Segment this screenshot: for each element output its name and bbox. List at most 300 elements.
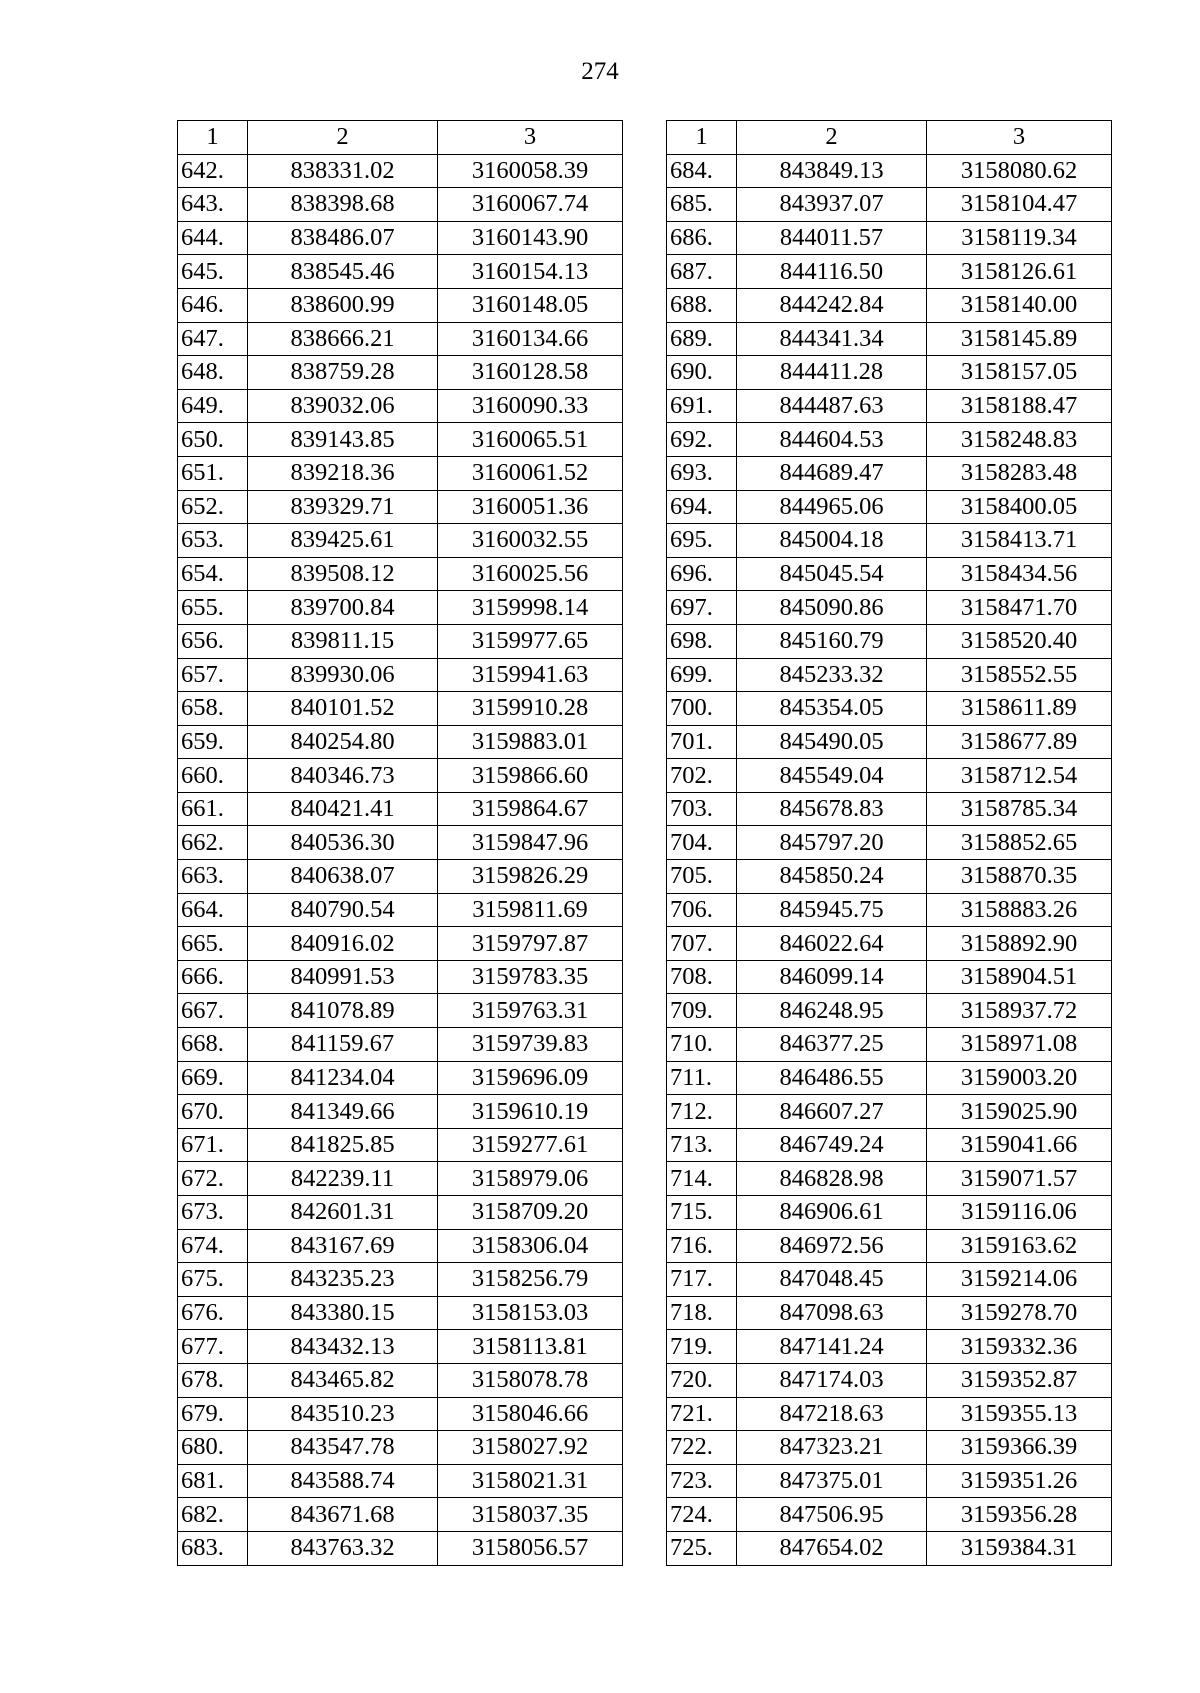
y-coordinate-cell: 3158471.70: [927, 591, 1112, 625]
x-coordinate-cell: 844341.34: [737, 322, 927, 356]
x-coordinate-cell: 843432.13: [248, 1330, 438, 1364]
y-coordinate-cell: 3159977.65: [438, 624, 623, 658]
y-coordinate-cell: 3158153.03: [438, 1296, 623, 1330]
point-number-cell: 652.: [178, 490, 248, 524]
y-coordinate-cell: 3158157.05: [927, 356, 1112, 390]
x-coordinate-cell: 839425.61: [248, 524, 438, 558]
table-row: [667, 960, 1112, 994]
x-coordinate-cell: 846486.55: [737, 1061, 927, 1095]
y-coordinate-cell: 3159847.96: [438, 826, 623, 860]
table-row: [178, 1431, 623, 1465]
point-number-cell: 700.: [667, 692, 737, 726]
y-coordinate-cell: 3159041.66: [927, 1128, 1112, 1162]
x-coordinate-cell: 841825.85: [248, 1128, 438, 1162]
table-row: [178, 893, 623, 927]
y-coordinate-cell: 3158677.89: [927, 725, 1112, 759]
header-row: [667, 121, 1112, 155]
table-row: [667, 1296, 1112, 1330]
y-coordinate-cell: 3158037.35: [438, 1498, 623, 1532]
point-number-cell: 642.: [178, 154, 248, 188]
point-number-cell: 697.: [667, 591, 737, 625]
table-row: [667, 759, 1112, 793]
y-coordinate-cell: 3159351.26: [927, 1464, 1112, 1498]
x-coordinate-cell: 847174.03: [737, 1363, 927, 1397]
table-row: [667, 1028, 1112, 1062]
x-coordinate-cell: 847506.95: [737, 1498, 927, 1532]
column-header-number: 1: [178, 121, 248, 155]
table-row: [667, 1531, 1112, 1565]
point-number-cell: 691.: [667, 389, 737, 423]
page-number: 274: [581, 58, 619, 85]
x-coordinate-cell: 843167.69: [248, 1229, 438, 1263]
point-number-cell: 699.: [667, 658, 737, 692]
point-number-cell: 645.: [178, 255, 248, 289]
x-coordinate-cell: 845945.75: [737, 893, 927, 927]
point-number-cell: 711.: [667, 1061, 737, 1095]
table-row: [667, 1229, 1112, 1263]
x-coordinate-cell: 847141.24: [737, 1330, 927, 1364]
point-number-cell: 659.: [178, 725, 248, 759]
x-coordinate-cell: 846377.25: [737, 1028, 927, 1062]
y-coordinate-cell: 3158611.89: [927, 692, 1112, 726]
column-header-number: 1: [667, 121, 737, 155]
point-number-cell: 706.: [667, 893, 737, 927]
point-number-cell: 712.: [667, 1095, 737, 1129]
x-coordinate-cell: 839508.12: [248, 557, 438, 591]
table-row: [178, 456, 623, 490]
point-number-cell: 656.: [178, 624, 248, 658]
y-coordinate-cell: 3159352.87: [927, 1363, 1112, 1397]
point-number-cell: 719.: [667, 1330, 737, 1364]
table-row: [667, 1095, 1112, 1129]
point-number-cell: 667.: [178, 994, 248, 1028]
table-row: [667, 490, 1112, 524]
table-row: [667, 456, 1112, 490]
table-row: [667, 1431, 1112, 1465]
y-coordinate-cell: 3160067.74: [438, 188, 623, 222]
y-coordinate-cell: 3158188.47: [927, 389, 1112, 423]
x-coordinate-cell: 844116.50: [737, 255, 927, 289]
point-number-cell: 654.: [178, 557, 248, 591]
x-coordinate-cell: 845549.04: [737, 759, 927, 793]
point-number-cell: 657.: [178, 658, 248, 692]
point-number-cell: 681.: [178, 1464, 248, 1498]
x-coordinate-cell: 847323.21: [737, 1431, 927, 1465]
x-coordinate-cell: 844487.63: [737, 389, 927, 423]
table-row: [667, 893, 1112, 927]
x-coordinate-cell: 847048.45: [737, 1263, 927, 1297]
x-coordinate-cell: 843849.13: [737, 154, 927, 188]
table-row: [178, 288, 623, 322]
point-number-cell: 724.: [667, 1498, 737, 1532]
point-number-cell: 720.: [667, 1363, 737, 1397]
y-coordinate-cell: 3159332.36: [927, 1330, 1112, 1364]
table-row: [667, 524, 1112, 558]
x-coordinate-cell: 841234.04: [248, 1061, 438, 1095]
y-coordinate-cell: 3160143.90: [438, 221, 623, 255]
y-coordinate-cell: 3159610.19: [438, 1095, 623, 1129]
table-row: [667, 1196, 1112, 1230]
x-coordinate-cell: 846607.27: [737, 1095, 927, 1129]
table-row: [178, 1196, 623, 1230]
table-row: [667, 927, 1112, 961]
table-row: [667, 221, 1112, 255]
table-row: [178, 994, 623, 1028]
point-number-cell: 676.: [178, 1296, 248, 1330]
table-row: [667, 322, 1112, 356]
y-coordinate-cell: 3159278.70: [927, 1296, 1112, 1330]
point-number-cell: 687.: [667, 255, 737, 289]
table-row: [178, 490, 623, 524]
y-coordinate-cell: 3158785.34: [927, 792, 1112, 826]
x-coordinate-cell: 844689.47: [737, 456, 927, 490]
table-row: [178, 658, 623, 692]
x-coordinate-cell: 840916.02: [248, 927, 438, 961]
point-number-cell: 715.: [667, 1196, 737, 1230]
point-number-cell: 678.: [178, 1363, 248, 1397]
x-coordinate-cell: 838331.02: [248, 154, 438, 188]
point-number-cell: 710.: [667, 1028, 737, 1062]
y-coordinate-cell: 3158979.06: [438, 1162, 623, 1196]
table-row: [178, 1464, 623, 1498]
y-coordinate-cell: 3158883.26: [927, 893, 1112, 927]
x-coordinate-cell: 845090.86: [737, 591, 927, 625]
table-row: [667, 1363, 1112, 1397]
y-coordinate-cell: 3160065.51: [438, 423, 623, 457]
table-row: [178, 1162, 623, 1196]
point-number-cell: 713.: [667, 1128, 737, 1162]
y-coordinate-cell: 3159025.90: [927, 1095, 1112, 1129]
y-coordinate-cell: 3158283.48: [927, 456, 1112, 490]
x-coordinate-cell: 841078.89: [248, 994, 438, 1028]
x-coordinate-cell: 838666.21: [248, 322, 438, 356]
table-row: [178, 1128, 623, 1162]
y-coordinate-cell: 3160128.58: [438, 356, 623, 390]
y-coordinate-cell: 3158520.40: [927, 624, 1112, 658]
x-coordinate-cell: 840421.41: [248, 792, 438, 826]
point-number-cell: 718.: [667, 1296, 737, 1330]
table-row: [667, 356, 1112, 390]
table-row: [178, 927, 623, 961]
table-row: [178, 1498, 623, 1532]
x-coordinate-cell: 844242.84: [737, 288, 927, 322]
y-coordinate-cell: 3158080.62: [927, 154, 1112, 188]
y-coordinate-cell: 3158126.61: [927, 255, 1112, 289]
x-coordinate-cell: 847375.01: [737, 1464, 927, 1498]
x-coordinate-cell: 845354.05: [737, 692, 927, 726]
table-row: [178, 1061, 623, 1095]
table-row: [667, 154, 1112, 188]
x-coordinate-cell: 843465.82: [248, 1363, 438, 1397]
x-coordinate-cell: 840536.30: [248, 826, 438, 860]
y-coordinate-cell: 3159071.57: [927, 1162, 1112, 1196]
point-number-cell: 648.: [178, 356, 248, 390]
point-number-cell: 672.: [178, 1162, 248, 1196]
point-number-cell: 709.: [667, 994, 737, 1028]
point-number-cell: 649.: [178, 389, 248, 423]
y-coordinate-cell: 3159910.28: [438, 692, 623, 726]
x-coordinate-cell: 840101.52: [248, 692, 438, 726]
y-coordinate-cell: 3158256.79: [438, 1263, 623, 1297]
y-coordinate-cell: 3159366.39: [927, 1431, 1112, 1465]
header-row: [178, 121, 623, 155]
table-row: [178, 692, 623, 726]
y-coordinate-cell: 3158021.31: [438, 1464, 623, 1498]
x-coordinate-cell: 845850.24: [737, 860, 927, 894]
table-row: [667, 1397, 1112, 1431]
table-row: [667, 692, 1112, 726]
y-coordinate-cell: 3158056.57: [438, 1531, 623, 1565]
table-row: [178, 1330, 623, 1364]
point-number-cell: 725.: [667, 1531, 737, 1565]
x-coordinate-cell: 845797.20: [737, 826, 927, 860]
table-row: [178, 725, 623, 759]
point-number-cell: 707.: [667, 927, 737, 961]
table-row: [667, 658, 1112, 692]
table-row: [667, 255, 1112, 289]
y-coordinate-cell: 3159739.83: [438, 1028, 623, 1062]
y-coordinate-cell: 3158904.51: [927, 960, 1112, 994]
point-number-cell: 723.: [667, 1464, 737, 1498]
y-coordinate-cell: 3158712.54: [927, 759, 1112, 793]
point-number-cell: 684.: [667, 154, 737, 188]
point-number-cell: 721.: [667, 1397, 737, 1431]
table-row: [178, 1263, 623, 1297]
y-coordinate-cell: 3158892.90: [927, 927, 1112, 961]
x-coordinate-cell: 845004.18: [737, 524, 927, 558]
point-number-cell: 708.: [667, 960, 737, 994]
table-row: [667, 725, 1112, 759]
x-coordinate-cell: 847218.63: [737, 1397, 927, 1431]
point-number-cell: 666.: [178, 960, 248, 994]
x-coordinate-cell: 845678.83: [737, 792, 927, 826]
y-coordinate-cell: 3159163.62: [927, 1229, 1112, 1263]
point-number-cell: 646.: [178, 288, 248, 322]
x-coordinate-cell: 847098.63: [737, 1296, 927, 1330]
y-coordinate-cell: 3159356.28: [927, 1498, 1112, 1532]
point-number-cell: 644.: [178, 221, 248, 255]
point-number-cell: 716.: [667, 1229, 737, 1263]
y-coordinate-cell: 3160025.56: [438, 557, 623, 591]
point-number-cell: 703.: [667, 792, 737, 826]
x-coordinate-cell: 840790.54: [248, 893, 438, 927]
point-number-cell: 664.: [178, 893, 248, 927]
y-coordinate-cell: 3158937.72: [927, 994, 1112, 1028]
point-number-cell: 714.: [667, 1162, 737, 1196]
table-row: [667, 188, 1112, 222]
table-row: [667, 1162, 1112, 1196]
y-coordinate-cell: 3158248.83: [927, 423, 1112, 457]
table-row: [667, 994, 1112, 1028]
x-coordinate-cell: 846749.24: [737, 1128, 927, 1162]
y-coordinate-cell: 3158971.08: [927, 1028, 1112, 1062]
table-row: [178, 557, 623, 591]
table-row: [178, 1229, 623, 1263]
point-number-cell: 663.: [178, 860, 248, 894]
table-row: [667, 1330, 1112, 1364]
y-coordinate-cell: 3158434.56: [927, 557, 1112, 591]
x-coordinate-cell: 844011.57: [737, 221, 927, 255]
y-coordinate-cell: 3158027.92: [438, 1431, 623, 1465]
x-coordinate-cell: 844604.53: [737, 423, 927, 457]
x-coordinate-cell: 842601.31: [248, 1196, 438, 1230]
x-coordinate-cell: 839700.84: [248, 591, 438, 625]
table-row: [178, 624, 623, 658]
point-number-cell: 670.: [178, 1095, 248, 1129]
x-coordinate-cell: 841159.67: [248, 1028, 438, 1062]
table-row: [178, 389, 623, 423]
table-row: [178, 322, 623, 356]
point-number-cell: 675.: [178, 1263, 248, 1297]
point-number-cell: 683.: [178, 1531, 248, 1565]
point-number-cell: 705.: [667, 860, 737, 894]
x-coordinate-cell: 844411.28: [737, 356, 927, 390]
y-coordinate-cell: 3158552.55: [927, 658, 1112, 692]
y-coordinate-cell: 3160051.36: [438, 490, 623, 524]
table-row: [178, 591, 623, 625]
point-number-cell: 651.: [178, 456, 248, 490]
x-coordinate-cell: 845160.79: [737, 624, 927, 658]
y-coordinate-cell: 3158306.04: [438, 1229, 623, 1263]
x-coordinate-cell: 839930.06: [248, 658, 438, 692]
table-row: [178, 423, 623, 457]
y-coordinate-cell: 3159214.06: [927, 1263, 1112, 1297]
point-number-cell: 695.: [667, 524, 737, 558]
column-header-x: 2: [248, 121, 438, 155]
y-coordinate-cell: 3160090.33: [438, 389, 623, 423]
point-number-cell: 686.: [667, 221, 737, 255]
point-number-cell: 647.: [178, 322, 248, 356]
table-row: [178, 221, 623, 255]
point-number-cell: 660.: [178, 759, 248, 793]
table-row: [667, 389, 1112, 423]
point-number-cell: 685.: [667, 188, 737, 222]
point-number-cell: 668.: [178, 1028, 248, 1062]
y-coordinate-cell: 3158400.05: [927, 490, 1112, 524]
y-coordinate-cell: 3159277.61: [438, 1128, 623, 1162]
table-row: [667, 423, 1112, 457]
x-coordinate-cell: 838486.07: [248, 221, 438, 255]
x-coordinate-cell: 840991.53: [248, 960, 438, 994]
table-row: [178, 255, 623, 289]
table-row: [178, 860, 623, 894]
x-coordinate-cell: 846022.64: [737, 927, 927, 961]
y-coordinate-cell: 3159864.67: [438, 792, 623, 826]
point-number-cell: 662.: [178, 826, 248, 860]
x-coordinate-cell: 843510.23: [248, 1397, 438, 1431]
x-coordinate-cell: 846906.61: [737, 1196, 927, 1230]
point-number-cell: 702.: [667, 759, 737, 793]
x-coordinate-cell: 845490.05: [737, 725, 927, 759]
x-coordinate-cell: 840346.73: [248, 759, 438, 793]
table-row: [178, 524, 623, 558]
y-coordinate-cell: 3160154.13: [438, 255, 623, 289]
table-row: [178, 759, 623, 793]
x-coordinate-cell: 843588.74: [248, 1464, 438, 1498]
x-coordinate-cell: 845233.32: [737, 658, 927, 692]
x-coordinate-cell: 843937.07: [737, 188, 927, 222]
table-row: [178, 826, 623, 860]
point-number-cell: 658.: [178, 692, 248, 726]
x-coordinate-cell: 843671.68: [248, 1498, 438, 1532]
y-coordinate-cell: 3159998.14: [438, 591, 623, 625]
point-number-cell: 679.: [178, 1397, 248, 1431]
y-coordinate-cell: 3158145.89: [927, 322, 1112, 356]
point-number-cell: 701.: [667, 725, 737, 759]
x-coordinate-cell: 839143.85: [248, 423, 438, 457]
y-coordinate-cell: 3159763.31: [438, 994, 623, 1028]
point-number-cell: 689.: [667, 322, 737, 356]
point-number-cell: 704.: [667, 826, 737, 860]
table-row: [667, 1464, 1112, 1498]
point-number-cell: 717.: [667, 1263, 737, 1297]
y-coordinate-cell: 3158870.35: [927, 860, 1112, 894]
y-coordinate-cell: 3158113.81: [438, 1330, 623, 1364]
table-row: [178, 1296, 623, 1330]
x-coordinate-cell: 838759.28: [248, 356, 438, 390]
y-coordinate-cell: 3159797.87: [438, 927, 623, 961]
y-coordinate-cell: 3160032.55: [438, 524, 623, 558]
y-coordinate-cell: 3158709.20: [438, 1196, 623, 1230]
table-row: [667, 1061, 1112, 1095]
y-coordinate-cell: 3159696.09: [438, 1061, 623, 1095]
table-row: [178, 356, 623, 390]
table-row: [178, 154, 623, 188]
table-row: [178, 1531, 623, 1565]
table-row: [667, 792, 1112, 826]
point-number-cell: 653.: [178, 524, 248, 558]
x-coordinate-cell: 841349.66: [248, 1095, 438, 1129]
point-number-cell: 696.: [667, 557, 737, 591]
point-number-cell: 693.: [667, 456, 737, 490]
point-number-cell: 674.: [178, 1229, 248, 1263]
y-coordinate-cell: 3160134.66: [438, 322, 623, 356]
y-coordinate-cell: 3158413.71: [927, 524, 1112, 558]
x-coordinate-cell: 842239.11: [248, 1162, 438, 1196]
point-number-cell: 665.: [178, 927, 248, 961]
column-header-y: 3: [927, 121, 1112, 155]
point-number-cell: 698.: [667, 624, 737, 658]
coordinates-table-left: [177, 120, 623, 1566]
coordinates-table-right: [666, 120, 1112, 1566]
point-number-cell: 661.: [178, 792, 248, 826]
y-coordinate-cell: 3159384.31: [927, 1531, 1112, 1565]
x-coordinate-cell: 846972.56: [737, 1229, 927, 1263]
point-number-cell: 692.: [667, 423, 737, 457]
x-coordinate-cell: 840638.07: [248, 860, 438, 894]
y-coordinate-cell: 3158104.47: [927, 188, 1112, 222]
point-number-cell: 688.: [667, 288, 737, 322]
y-coordinate-cell: 3159355.13: [927, 1397, 1112, 1431]
point-number-cell: 673.: [178, 1196, 248, 1230]
x-coordinate-cell: 843763.32: [248, 1531, 438, 1565]
y-coordinate-cell: 3159866.60: [438, 759, 623, 793]
table-row: [178, 792, 623, 826]
y-coordinate-cell: 3159941.63: [438, 658, 623, 692]
y-coordinate-cell: 3160148.05: [438, 288, 623, 322]
table-row: [667, 557, 1112, 591]
table-row: [667, 1128, 1112, 1162]
x-coordinate-cell: 846248.95: [737, 994, 927, 1028]
point-number-cell: 694.: [667, 490, 737, 524]
table-row: [178, 1095, 623, 1129]
table-row: [178, 188, 623, 222]
x-coordinate-cell: 839032.06: [248, 389, 438, 423]
table-row: [178, 960, 623, 994]
point-number-cell: 680.: [178, 1431, 248, 1465]
table-row: [178, 1397, 623, 1431]
table-row: [178, 1028, 623, 1062]
